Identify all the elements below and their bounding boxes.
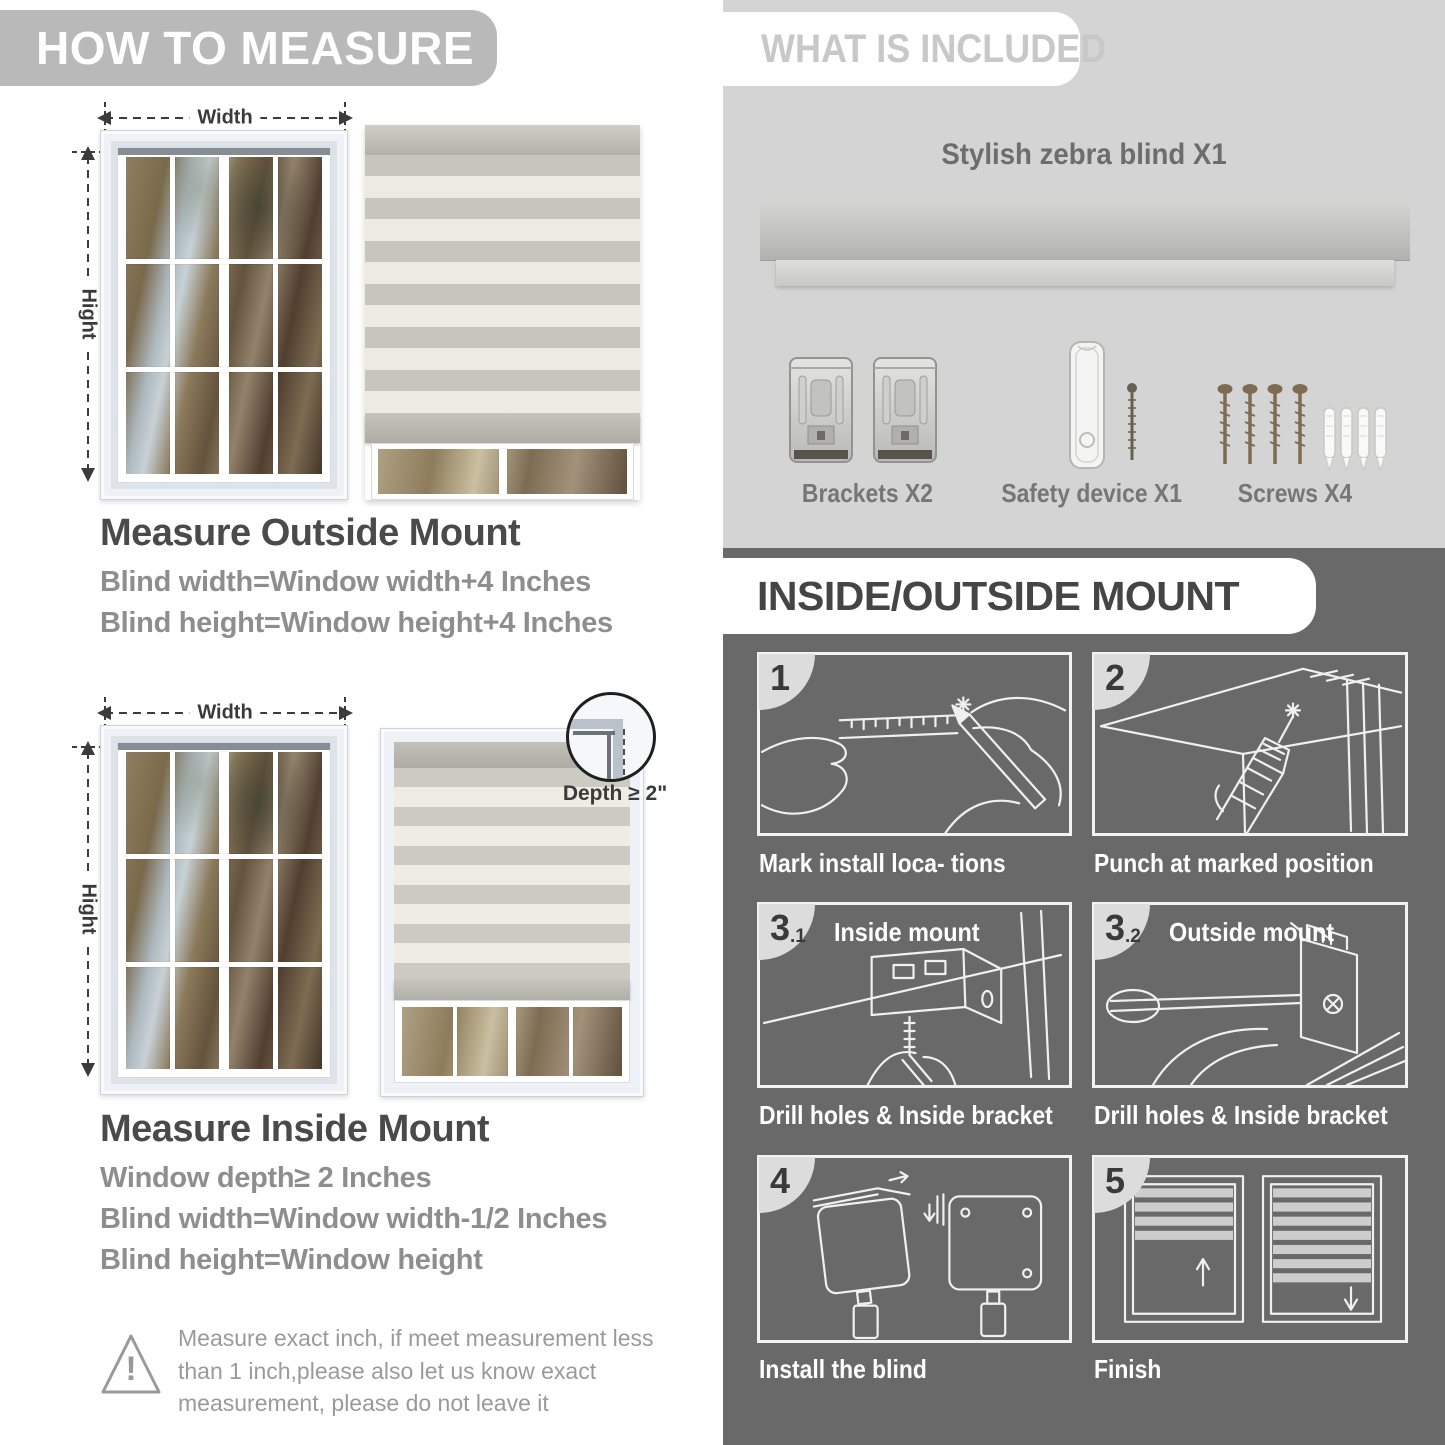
- brackets-label: Brackets X2: [801, 478, 933, 508]
- window-lower: [394, 1000, 630, 1083]
- warning-exclamation: !: [125, 1350, 137, 1388]
- mullion: [499, 449, 507, 494]
- window-sliver: [371, 443, 634, 500]
- mullion: [273, 157, 278, 474]
- blind-bottom-rail: [394, 980, 630, 1000]
- step-number: 3: [770, 907, 791, 948]
- inside-outside-mount-banner: [723, 558, 1316, 634]
- step3-1-caption: Drill holes & Inside bracket: [759, 1100, 1053, 1130]
- mullion: [170, 157, 175, 474]
- step5-caption: Finish: [1094, 1354, 1162, 1384]
- step-number: 4: [770, 1160, 791, 1201]
- window-photo-outside: [100, 130, 348, 500]
- depth-label: Depth ≥ 2": [562, 782, 668, 805]
- brackets-image: [788, 352, 938, 482]
- blind-stripes: [365, 155, 640, 415]
- inside-mount-line3: Blind height=Window height: [100, 1244, 483, 1276]
- step1-caption: Mark install loca- tions: [759, 848, 1006, 878]
- step1-panel: [757, 652, 1072, 836]
- safety-device-icon: [1048, 340, 1158, 480]
- how-to-measure-title: HOW TO MEASURE: [36, 22, 475, 74]
- mullion: [273, 752, 278, 1069]
- window-photo-inside: [100, 725, 348, 1095]
- warning-triangle-icon: [100, 1330, 162, 1398]
- step3-2-panel: [1092, 902, 1408, 1088]
- frame-edge: [613, 719, 623, 779]
- step2-panel: [1092, 652, 1408, 836]
- mullion: [126, 367, 322, 372]
- inside-mount-heading: Measure Inside Mount: [100, 1108, 490, 1150]
- inside-mount-line1: Window depth≥ 2 Inches: [100, 1162, 432, 1194]
- mullion: [126, 259, 322, 264]
- screw-icon: [1212, 382, 1392, 482]
- step-subnumber: .1: [790, 926, 806, 947]
- step5-panel: [1092, 1155, 1408, 1343]
- screws-image: [1212, 382, 1392, 487]
- bracket-icon: [788, 352, 938, 477]
- step2-caption: Punch at marked position: [1094, 848, 1374, 878]
- step4-caption: Install the blind: [759, 1354, 927, 1384]
- step-subnumber: .2: [1125, 926, 1141, 947]
- safety-device-image: [1048, 340, 1158, 485]
- step3-2-title: Outside mount: [1169, 917, 1335, 947]
- anchor-icon: [1324, 408, 1386, 470]
- how-to-measure-banner: [0, 10, 497, 86]
- mullion: [453, 1007, 457, 1076]
- blind-headrail-image: [760, 200, 1410, 260]
- width-label: Width: [189, 107, 260, 130]
- height-label: Hight: [77, 875, 100, 942]
- step-number: 1: [770, 657, 791, 698]
- warning-text: Measure exact inch, if meet measurement less than 1 inch,please also let us know exact measurement, please do not leave it: [178, 1325, 654, 1417]
- screws-label-wrap: [1180, 478, 1410, 509]
- step-number: 2: [1105, 657, 1126, 698]
- mullion: [219, 752, 229, 1069]
- depth-dash-line: [623, 729, 625, 775]
- mullion: [170, 752, 175, 1069]
- step4-panel: [757, 1155, 1072, 1343]
- safety-device-label: Safety device X1: [1001, 478, 1183, 508]
- outside-mount-line1: Blind width=Window width+4 Inches: [100, 566, 591, 598]
- step3-1-panel: [757, 902, 1072, 1088]
- frame-line: [607, 731, 611, 779]
- zebra-blind-outside-figure: [365, 125, 640, 500]
- blind-fascia-image: [776, 260, 1394, 286]
- inside-outside-mount-title: INSIDE/OUTSIDE MOUNT: [757, 572, 1240, 619]
- step-number: 5: [1105, 1160, 1126, 1201]
- step3-1-title: Inside mount: [834, 917, 980, 947]
- step-number: 3: [1105, 907, 1126, 948]
- product-label-wrap: [723, 138, 1445, 172]
- safety-device-label-wrap: [972, 478, 1212, 509]
- window-top-shadow: [118, 148, 330, 155]
- mullion: [126, 854, 322, 859]
- mullion: [219, 157, 229, 474]
- what-is-included-banner: [723, 12, 1107, 86]
- blind-headrail: [365, 125, 640, 155]
- what-is-included-title: WHAT IS INCLUDED: [761, 26, 1107, 71]
- step3-2-caption: Drill holes & Inside bracket: [1094, 1100, 1388, 1130]
- outside-mount-line2: Blind height=Window height+4 Inches: [100, 607, 613, 639]
- product-label: Stylish zebra blind X1: [941, 138, 1227, 171]
- screws-label: Screws X4: [1237, 478, 1353, 508]
- width-label: Width: [189, 702, 260, 725]
- inside-mount-line2: Blind width=Window width-1/2 Inches: [100, 1203, 608, 1235]
- mullion: [569, 1007, 573, 1076]
- depth-callout-circle-icon: [566, 692, 656, 782]
- blind-bottom-rail: [365, 415, 640, 443]
- height-label: Hight: [77, 280, 100, 347]
- mullion: [126, 962, 322, 967]
- outside-mount-heading: Measure Outside Mount: [100, 512, 521, 554]
- window-top-shadow: [118, 743, 330, 750]
- brackets-label-wrap: [762, 478, 972, 509]
- mullion: [508, 1007, 516, 1076]
